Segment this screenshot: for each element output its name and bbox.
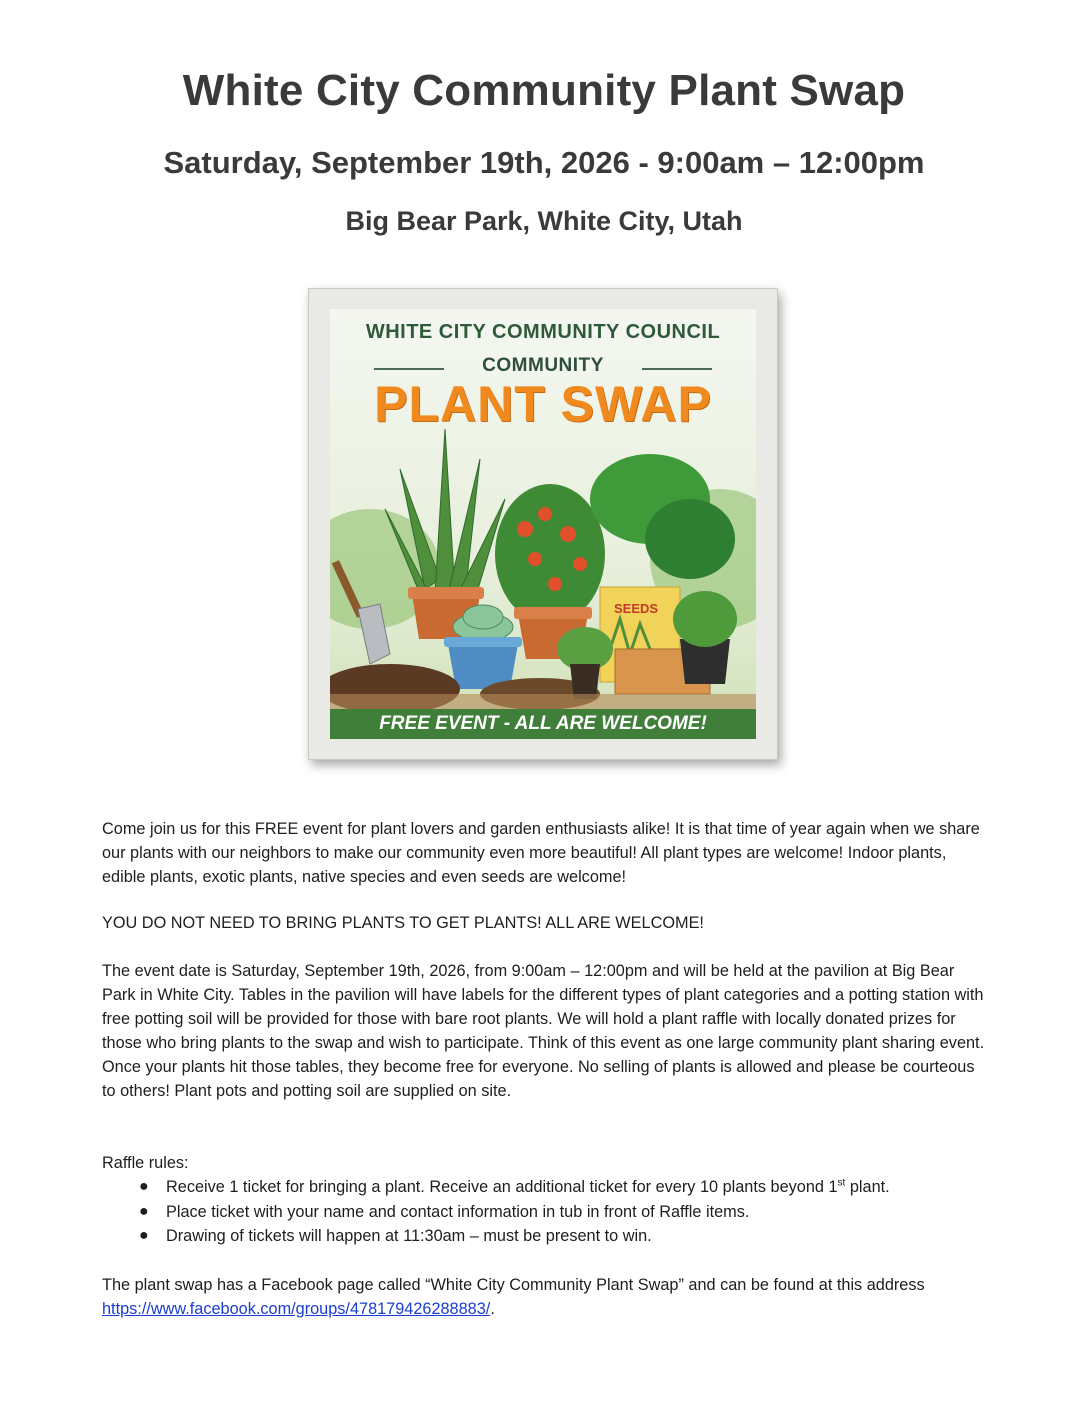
poster-banner: FREE EVENT - ALL ARE WELCOME! [330,709,756,739]
poster-community-text: COMMUNITY [482,355,604,376]
event-datetime: Saturday, September 19th, 2026 - 9:00am – 12:00pm [163,145,925,180]
facebook-link[interactable]: https://www.facebook.com/groups/478179426288883/ [102,1300,491,1318]
facebook-paragraph: The plant swap has a Facebook page called “White City Community Plant Swap” and can be found at this address https://www.facebook.com/groups/478179426288883/. [102,1276,925,1318]
raffle-heading: Raffle rules: [102,1154,189,1172]
list-item: ● Drawing of tickets will happen at 11:30am – must be present to win. [102,1224,1002,1249]
bullet-icon: ● [139,1227,149,1244]
notice-paragraph: YOU DO NOT NEED TO BRING PLANTS TO GET PLANTS! ALL ARE WELCOME! [102,914,704,932]
event-location: Big Bear Park, White City, Utah [345,206,743,236]
raffle-rules-list [102,1175,1002,1249]
poster-headline: PLANT SWAP [374,376,712,432]
page-title: White City Community Plant Swap [182,66,906,115]
poster-image [330,309,756,739]
details-paragraph: The event date is Saturday, September 19th, 2026, from 9:00am – 12:00pm and will be held at the pavilion at Big Bear Park in White City. Tables in the pavilion will have labels for the different types of plant categories and a potting station with free potting soil will be provided for those with bare root plants. We will hold a plant raffle with locally donated prizes for those who bring plants to the swap and wish to participate. Think of this event as one large community plant sharing event. Once your plants hit those tables, they become free for everyone. No selling of plants is allowed and please be courteous to others! Plant pots and potting soil are supplied on site. [102,962,985,1100]
intro-paragraph: Come join us for this FREE event for plant lovers and garden enthusiasts alike! It is that time of year again when we share our plants with our neighbors to make our community even more beautiful! All plant types are welcome! Indoor plants, edible plants, exotic plants, native species and even seeds are welcome! [102,820,980,886]
bullet-icon: ● [139,1178,149,1195]
poster-seeds-label: SEEDS [614,601,659,616]
poster-council-text: WHITE CITY COMMUNITY COUNCIL [365,321,721,343]
list-item: ● Place ticket with your name and contact information in tub in front of Raffle items. [102,1200,1002,1225]
bullet-icon: ● [139,1202,149,1220]
list-item: ● Receive 1 ticket for bringing a plant. Receive an additional ticket for every 10 plants beyond 1st plant. [102,1175,1002,1200]
